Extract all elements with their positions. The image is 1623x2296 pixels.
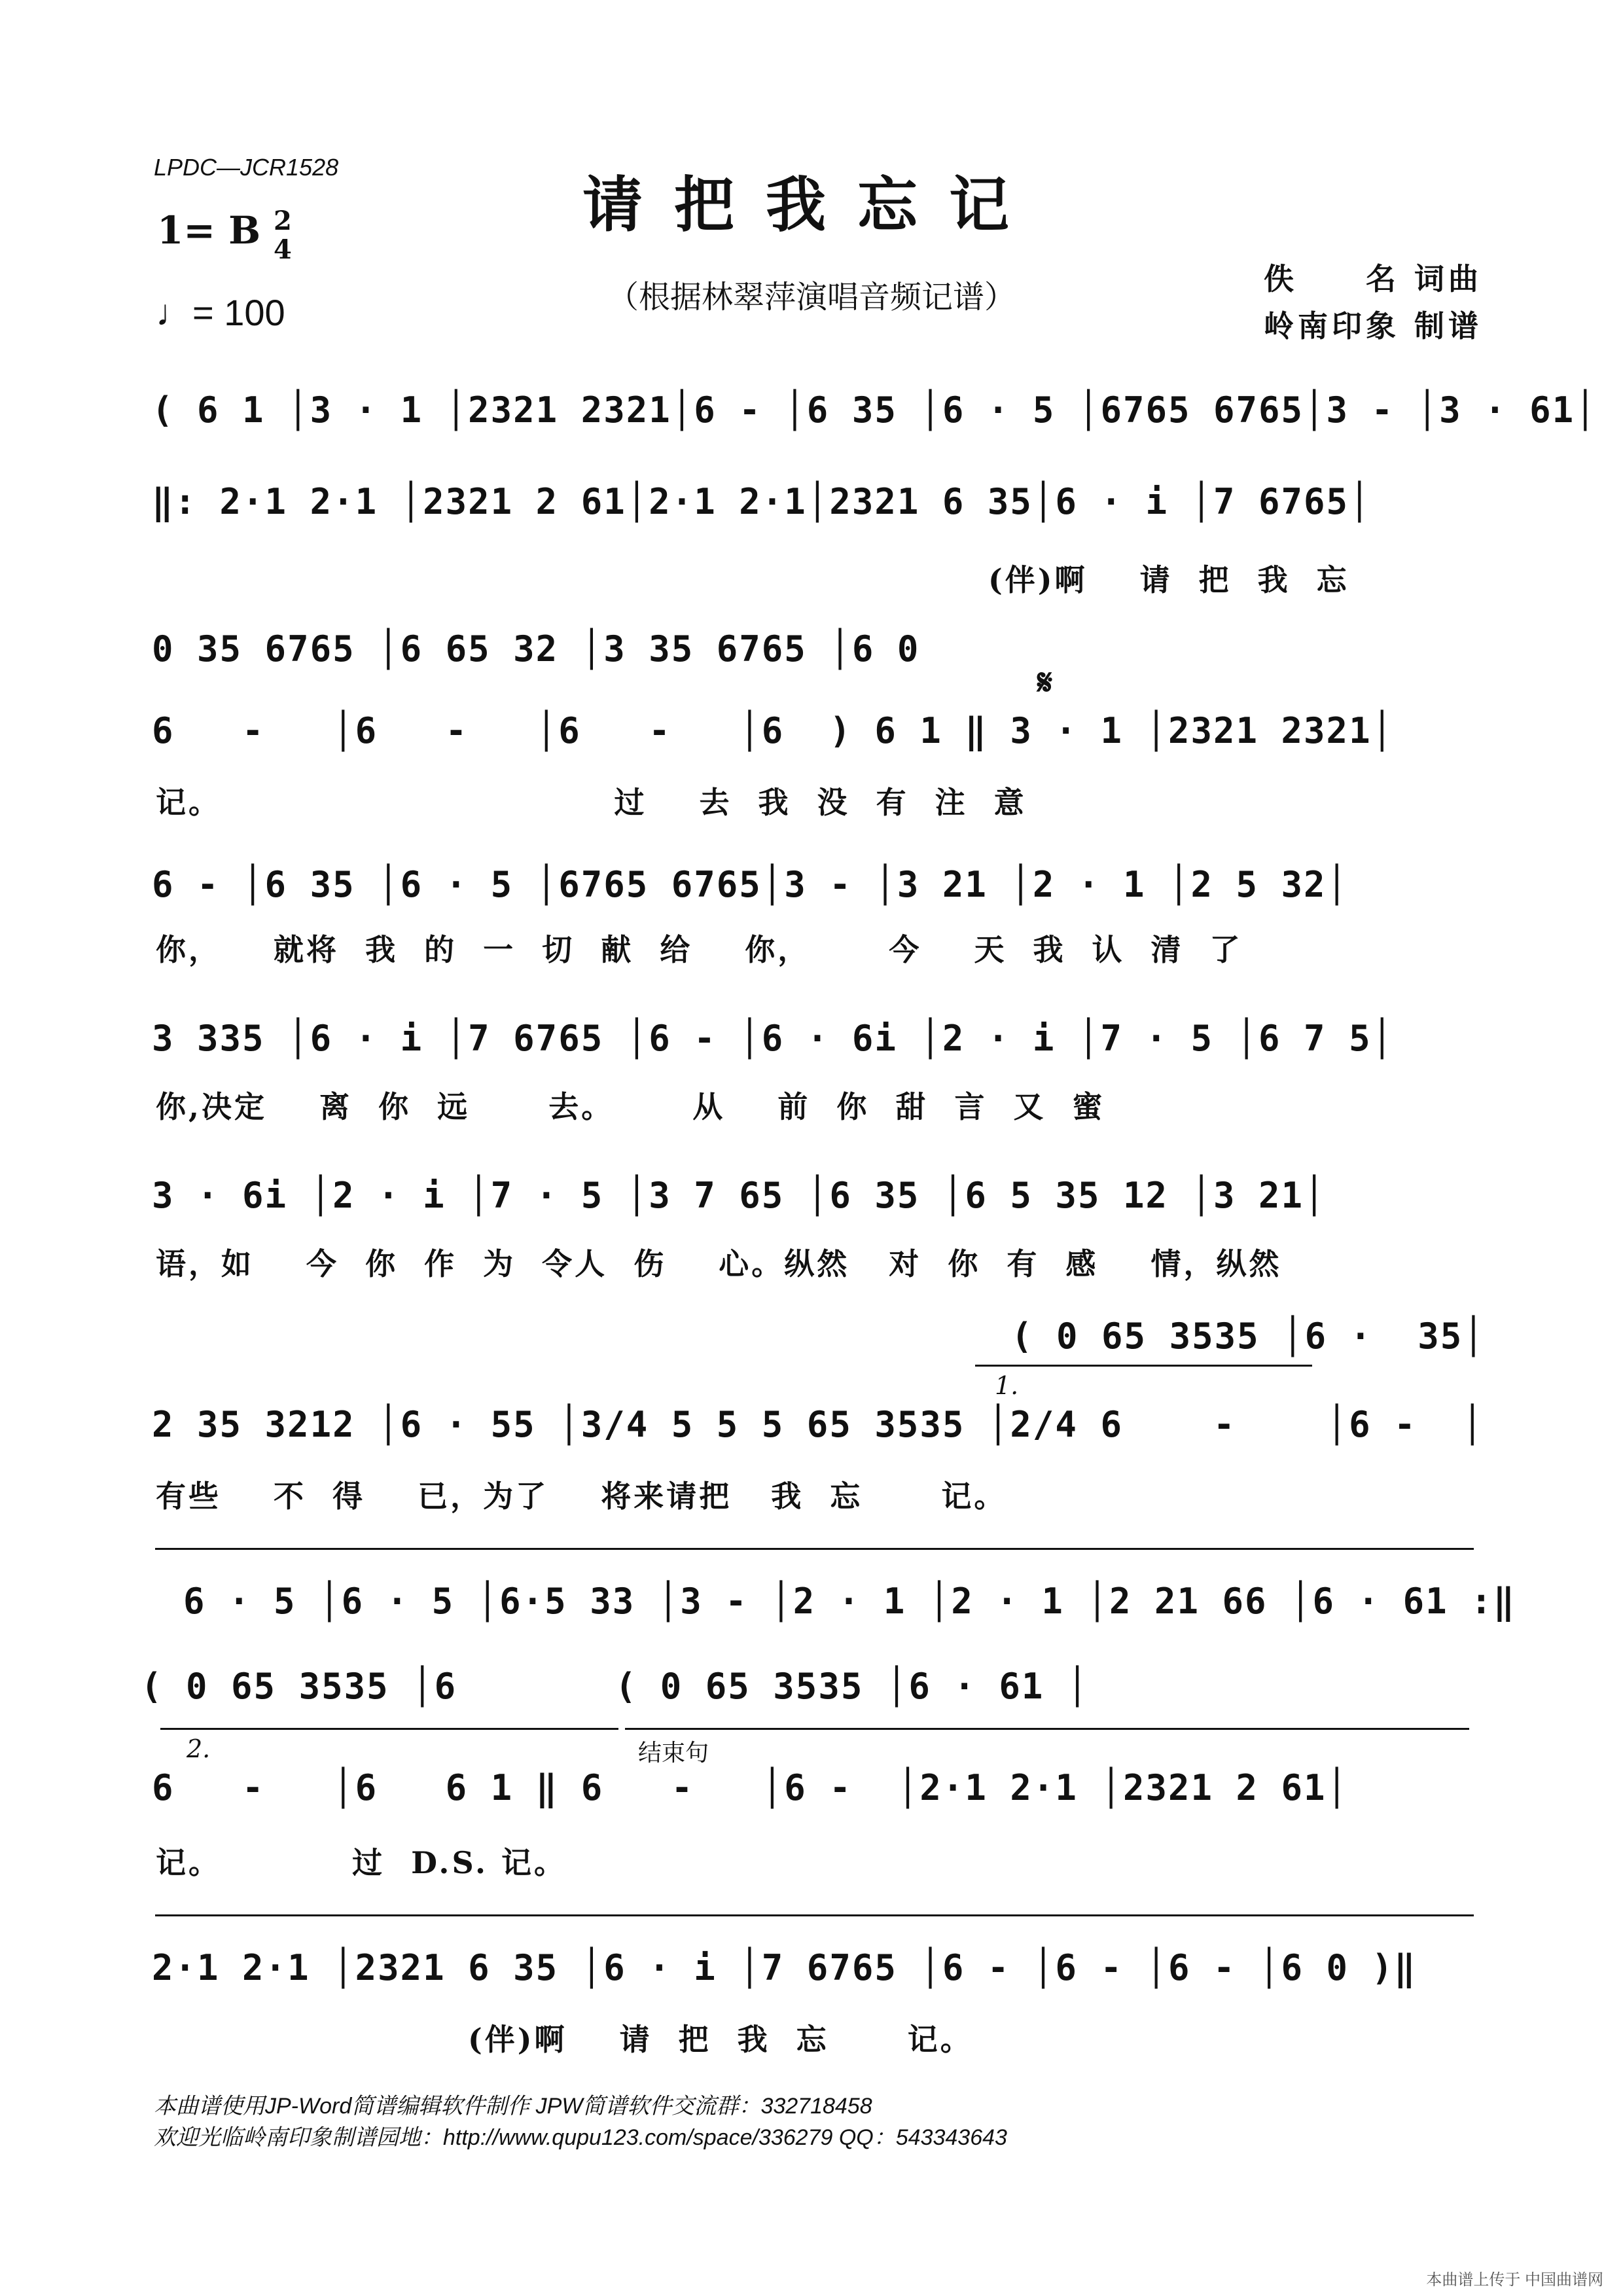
notation-row-1: ( 6 1 │3 · 1 │2321 2321│6 - │6 35 │6 · 5 │6765 6765│3 - │3 · 61│ xyxy=(152,389,1597,431)
notation-row-10: 6 · 5 │6 · 5 │6·5 33 │3 - │2 · 1 │2 · 1 │2 21 66 │6 · 61 :‖ xyxy=(183,1581,1516,1622)
volta-first-label: 1. xyxy=(995,1371,1019,1400)
lyric-row-5: 语，如 今 你 作 为 令人 伤 心。纵然 对 你 有 感 情，纵然 xyxy=(156,1246,1282,1282)
lyric-row-6: 有些 不 得 已，为了 将来请把 我 忘 记。 xyxy=(156,1479,1007,1514)
lyric-row-4: 你,决定 离 你 远 去。 从 前 你 甜 言 又 蜜 xyxy=(156,1089,1105,1124)
notation-row-5: 6 - │6 35 │6 · 5 │6765 6765│3 - │3 21 │2 · 1 │2 5 32│ xyxy=(152,864,1349,905)
notation-row-13: 2·1 2·1 │2321 6 35 │6 · i │7 6765 │6 - │6 - │6 - │6 0 )‖ xyxy=(152,1947,1417,1988)
notation-row-8: ( 0 65 3535 │6 · 35│ xyxy=(1011,1316,1486,1357)
notation-row-9: 2 35 3212 │6 · 55 │3/4 5 5 5 65 3535 │2/4 6 - │6 - │ xyxy=(152,1404,1485,1445)
notation-row-4: 6 - │6 - │6 - │6 ) 6 1 ‖ 3 · 1 │2321 2321│ xyxy=(152,710,1395,751)
ending-bracket xyxy=(625,1728,1469,1730)
time-signature xyxy=(274,207,292,264)
lyric-row-3: 你， 就将 我 的 一 切 献 给 你， 今 天 我 认 清 了 xyxy=(156,932,1243,967)
tempo-mark: ♩= 100 xyxy=(156,292,285,333)
lyric-row-7: 记。 过 D.S. 记。 xyxy=(156,1845,567,1880)
segno-icon: 𝄋 xyxy=(1037,661,1053,703)
key-signature: 1= B xyxy=(157,208,261,253)
lyric-row-8: (伴)啊 请 把 我 忘 记。 xyxy=(468,2022,973,2057)
meter-bottom: 4 xyxy=(274,234,292,265)
lyric-row-2: 记。 过 去 我 没 有 注 意 xyxy=(156,785,1027,820)
ending-label: 结束句 xyxy=(638,1740,709,1767)
notation-row-6: 3 335 │6 · i │7 6765 │6 - │6 · 6i │2 · i │7 · 5 │6 7 5│ xyxy=(152,1018,1395,1059)
page-title: 请把我忘记 xyxy=(582,170,1041,240)
notation-row-7: 3 · 6i │2 · i │7 · 5 │3 7 65 │6 35 │6 5 35 12 │3 21│ xyxy=(152,1175,1327,1216)
system-line xyxy=(155,1548,1474,1550)
meter-top: 2 xyxy=(274,206,292,236)
credit-transcriber: 岭南印象 制谱 xyxy=(1263,308,1482,344)
volta-second-label: 2. xyxy=(187,1734,211,1763)
notation-row-11: ( 0 65 3535 │6 ( 0 65 3535 │6 · 61 │ xyxy=(141,1666,1090,1707)
subtitle: （根据林翠萍演唱音频记谱） xyxy=(607,279,1016,315)
credit-lyrics-music: 佚 名 词曲 xyxy=(1263,261,1482,296)
notation-row-12: 6 - │6 6 1 ‖ 6 - │6 - │2·1 2·1 │2321 2 61│ xyxy=(152,1767,1349,1808)
system-line-2 xyxy=(155,1914,1474,1916)
volta-bracket-2 xyxy=(160,1728,618,1730)
footer-line-2: 欢迎光临岭南印象制谱园地：http://www.qupu123.com/space/336279 QQ：543343643 xyxy=(154,2125,1007,2150)
volta-bracket-1 xyxy=(975,1365,1312,1367)
lyric-row-1: (伴)啊 请 把 我 忘 xyxy=(988,562,1349,598)
score-code: LPDC—JCR1528 xyxy=(154,154,339,181)
notation-row-3: 0 35 6765 │6 65 32 │3 35 6765 │6 0 xyxy=(152,628,920,670)
watermark: 本曲谱上传于 中国曲谱网 xyxy=(1426,2271,1603,2289)
footer-line-1: 本曲谱使用JP-Word简谱编辑软件制作 JPW简谱软件交流群：332718458 xyxy=(154,2094,872,2119)
notation-row-2: ‖: 2·1 2·1 │2321 2 61│2·1 2·1│2321 6 35│6 · i │7 6765│ xyxy=(152,481,1372,522)
